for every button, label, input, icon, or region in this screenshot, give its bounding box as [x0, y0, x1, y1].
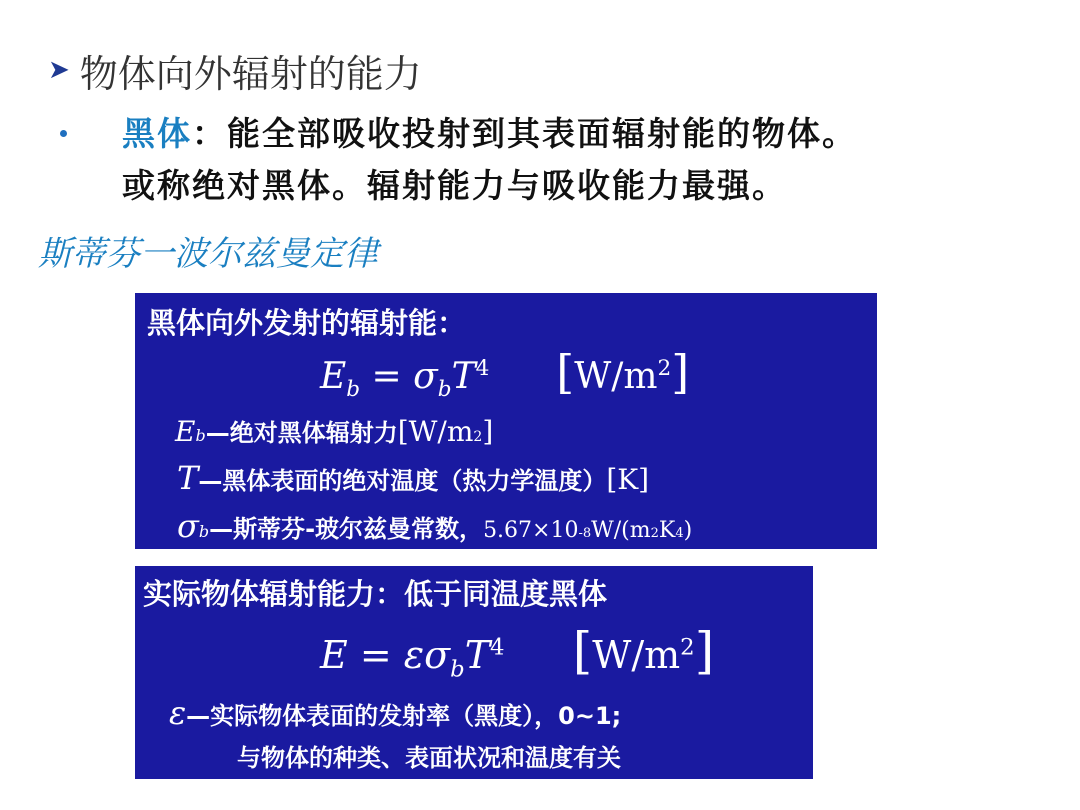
bullet-line-1: [122, 108, 857, 155]
slide-heading: [48, 40, 422, 100]
term-blackbody: 黑体: [122, 114, 192, 153]
box1-title: 黑体向外发射的辐射能：: [147, 306, 467, 340]
def-eb: E b — 绝对黑体辐射力 [W/m 2 ]: [175, 415, 494, 448]
box2-formula: $E = \varepsilon\sigma_bT^4$ $[W/m^2]$: [320, 622, 715, 683]
bullet-line-1-rest: ：能全部吸收投射到其表面辐射能的物体。: [192, 114, 857, 153]
blackbody-emission-box: [135, 293, 877, 549]
def-sigma: σ b — 斯蒂芬-玻尔兹曼常数， 5.67×10 -8 W/(m 2 K 4 ): [177, 507, 693, 545]
heading-text: 物体向外辐射的能力: [79, 51, 422, 96]
bullet-line-2: 或称绝对黑体。辐射能力与吸收能力最强。: [122, 166, 787, 205]
box2-title: 实际物体辐射能力：低于同温度黑体: [143, 577, 608, 611]
law-title: 斯蒂芬一波尔兹曼定律: [38, 234, 378, 274]
arrow-bullet-icon: ➤: [48, 55, 70, 85]
bullet-dot-icon: [60, 130, 67, 137]
box1-formula: $E_b = \sigma_bT^4$ $[W/m^2]$: [320, 345, 690, 403]
box2-note: 与物体的种类、表面状况和温度有关: [237, 744, 621, 772]
real-body-emission-box: [135, 566, 813, 779]
def-epsilon: ε — 实际物体表面的发射率（黑度）， 0~1;: [169, 694, 622, 732]
def-t: T — 黑体表面的绝对温度（热力学温度） [K]: [177, 459, 650, 497]
